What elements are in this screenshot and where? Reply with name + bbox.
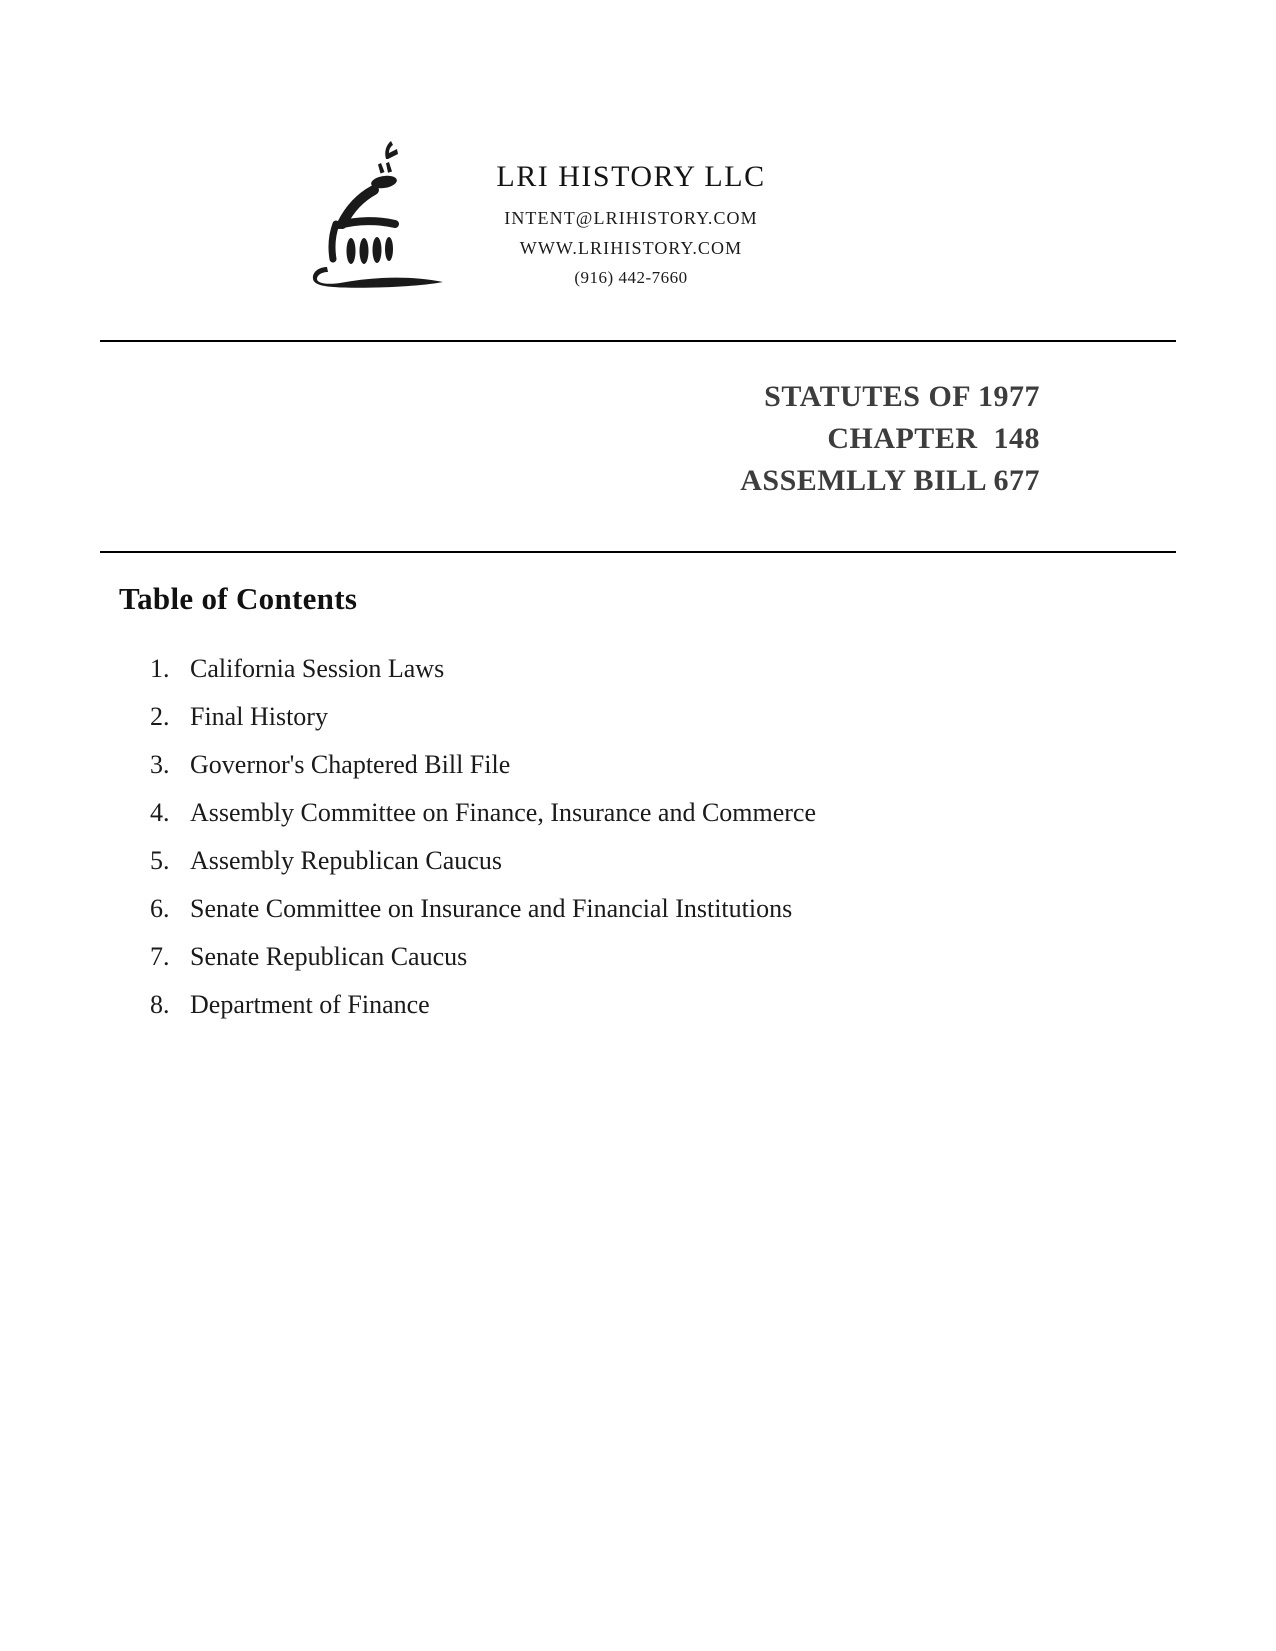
toc-item-number: 2. (150, 702, 170, 731)
title-divider (100, 551, 1176, 553)
toc-item-label: California Session Laws (190, 654, 445, 683)
toc-item-number: 8. (150, 990, 170, 1019)
toc-item (150, 645, 816, 693)
toc-item (150, 885, 816, 933)
toc-item-number: 6. (150, 894, 170, 923)
toc-item-number: 1. (150, 654, 170, 683)
letterhead (430, 160, 832, 288)
toc-item (150, 693, 816, 741)
toc-item-label: Senate Committee on Insurance and Financial Institutions (190, 894, 793, 923)
toc-item-label: Senate Republican Caucus (190, 942, 468, 971)
assembly-bill-line: ASSEMLLY BILL 677 (740, 464, 1040, 497)
toc-item (150, 981, 816, 1029)
toc-item-label: Assembly Committee on Finance, Insurance and Commerce (190, 798, 817, 827)
header-divider (100, 340, 1176, 342)
toc-heading: Table of Contents (119, 581, 358, 616)
toc-item-number: 4. (150, 798, 170, 827)
toc-item-label: Final History (190, 702, 328, 731)
toc-item (150, 933, 816, 981)
toc-item (150, 789, 816, 837)
toc-item (150, 741, 816, 789)
toc-item-label: Assembly Republican Caucus (190, 846, 502, 875)
company-phone: (916) 442-7660 (574, 268, 688, 287)
toc-item (150, 837, 816, 885)
company-name: LRI HISTORY LLC (496, 160, 766, 193)
toc-item-number: 7. (150, 942, 170, 971)
chapter-line: CHAPTER 148 (827, 422, 1040, 455)
capitol-dome-icon (298, 128, 450, 296)
toc-item-number: 5. (150, 846, 170, 875)
statutes-year-line: STATUTES OF 1977 (764, 380, 1040, 413)
document-title-block (740, 376, 1040, 502)
company-website: WWW.LRIHISTORY.COM (519, 238, 743, 258)
toc-item-number: 3. (150, 750, 170, 779)
toc-item-label: Governor's Chaptered Bill File (190, 750, 511, 779)
toc-list (150, 645, 816, 1029)
toc-item-label: Department of Finance (190, 990, 430, 1019)
company-email: INTENT@LRIHISTORY.COM (504, 208, 758, 228)
